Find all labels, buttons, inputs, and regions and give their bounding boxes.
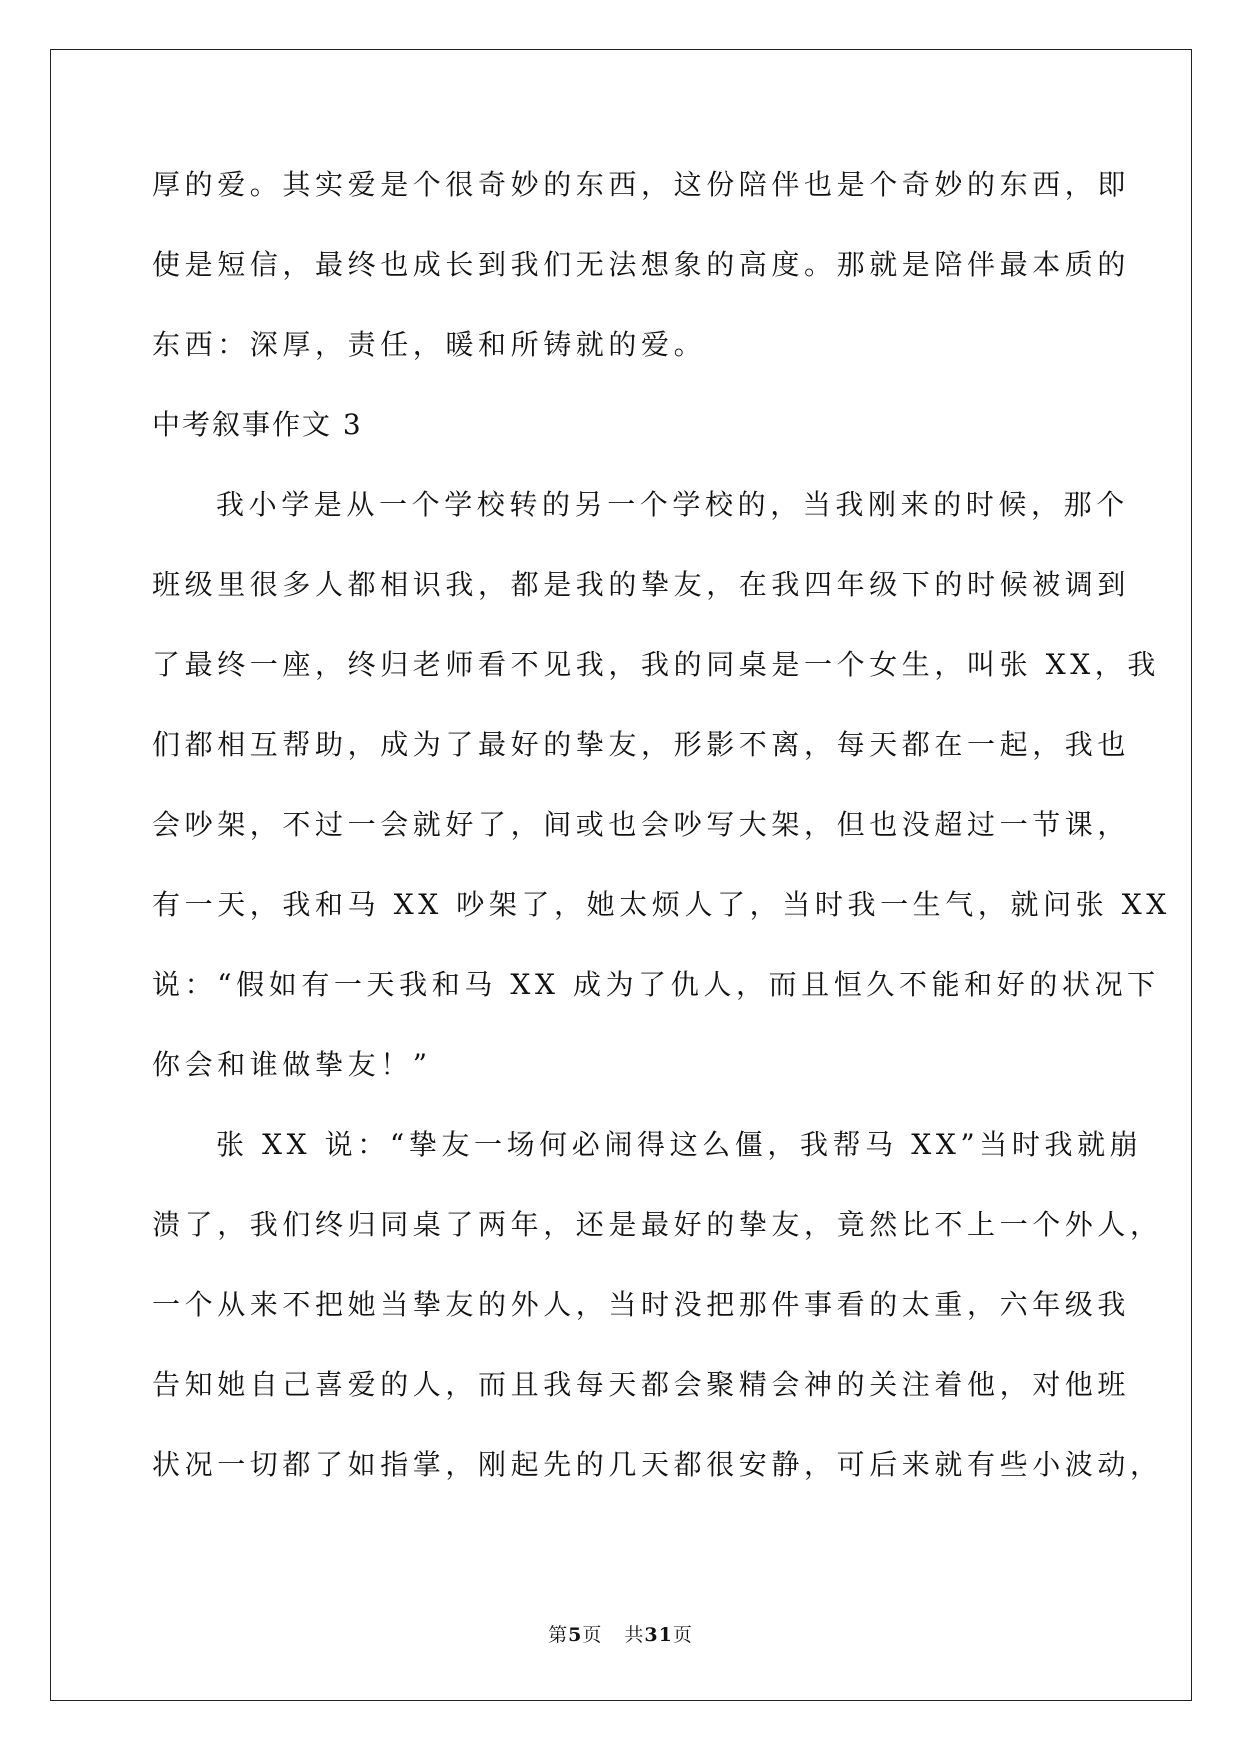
text-line: 你会和谁做挚友！” [152,1048,432,1081]
text-line: 说：“假如有一天我和马 XX 成为了仇人，而且恒久不能和好的状况下 [152,968,1160,1001]
text-line: 状况一切都了如指掌，刚起先的几天都很安静，可后来就有些小波动， [152,1448,1163,1481]
page-prefix: 第 [548,1624,569,1646]
text-line: 有一天，我和马 XX 吵架了，她太烦人了，当时我一生气，就问张 XX [152,888,1171,921]
text-line: 东西：深厚，责任，暖和所铸就的爱。 [152,328,707,361]
text-line: 告知她自己喜爱的人，而且我每天都会聚精会神的关注着他，对他班 [152,1368,1131,1401]
document-body [152,155,1171,1515]
total-prefix: 共 [624,1624,645,1646]
total-suffix: 页 [672,1624,693,1646]
section-heading: 中考叙事作文 3 [152,408,363,441]
text-line: 我小学是从一个学校转的另一个学校的，当我刚来的时候，那个 [216,488,1129,521]
text-line: 会吵架，不过一会就好了，间或也会吵写大架，但也没超过一节课， [152,808,1131,841]
text-line: 们都相互帮助，成为了最好的挚友，形影不离，每天都在一起，我也 [152,728,1131,761]
page-footer [0,1620,1241,1647]
page-suffix: 页 [582,1624,603,1646]
text-line: 厚的爱。其实爱是个很奇妙的东西，这份陪伴也是个奇妙的东西，即 [152,168,1131,201]
text-line: 班级里很多人都相识我，都是我的挚友，在我四年级下的时候被调到 [152,568,1131,601]
text-line: 了最终一座，终归老师看不见我，我的同桌是一个女生，叫张 XX，我 [152,648,1160,681]
total-pages: 31 [644,1624,673,1646]
text-line: 张 XX 说：“挚友一场何必闹得这么僵，我帮马 XX”当时我就崩 [216,1128,1143,1161]
text-line: 使是短信，最终也成长到我们无法想象的高度。那就是陪伴最本质的 [152,248,1131,281]
text-line: 一个从来不把她当挚友的外人，当时没把那件事看的太重，六年级我 [152,1288,1131,1321]
text-line: 溃了，我们终归同桌了两年，还是最好的挚友，竟然比不上一个外人， [152,1208,1163,1241]
page-number: 5 [568,1624,583,1646]
